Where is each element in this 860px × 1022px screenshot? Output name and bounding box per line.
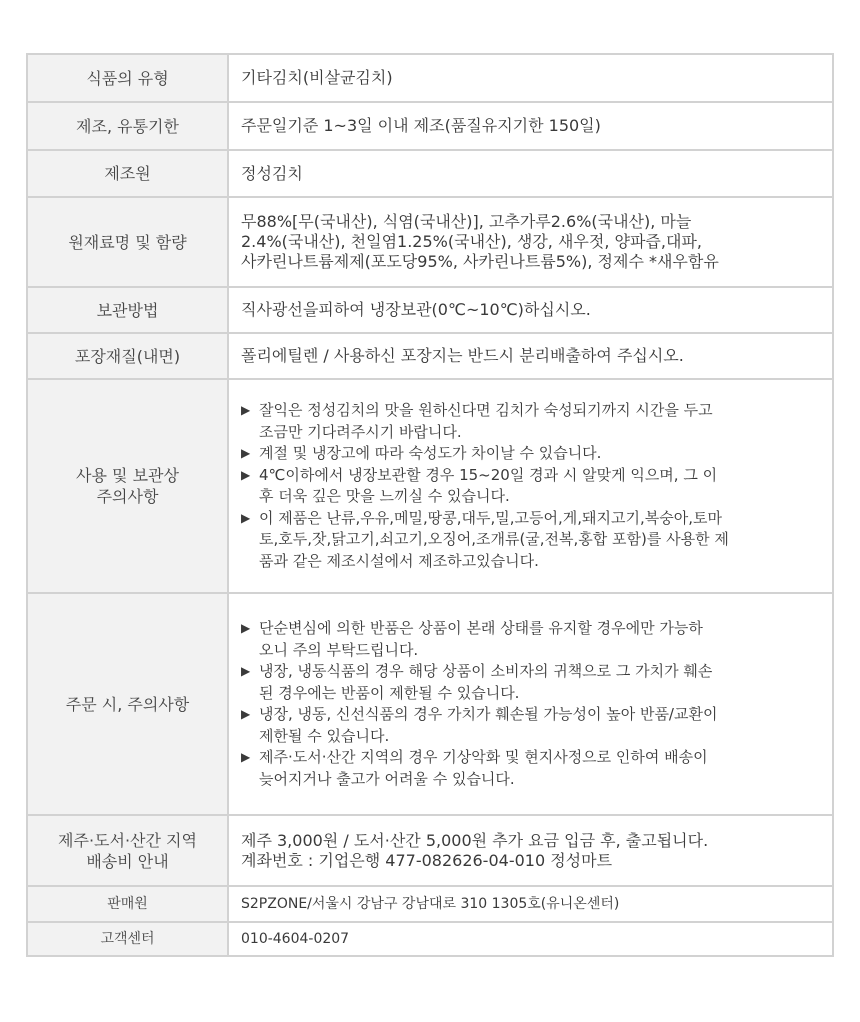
row-label-storage: 보관방법 xyxy=(27,287,228,333)
product-info-table xyxy=(26,53,834,957)
row-label-expiry: 제조, 유통기한 xyxy=(27,102,228,150)
triangle-bullet-icon: ▶ xyxy=(241,707,251,721)
label-line: 배송비 안내 xyxy=(86,851,169,871)
label-line: 제주·도서·산간 지역 xyxy=(58,830,197,850)
ingredients-line: 사카린나트륨제제(포도당95%, 사카린나트륨5%), 정제수 *새우함유 xyxy=(241,252,719,271)
list-item-line: 냉장, 냉동식품의 경우 해당 상품이 소비자의 귀책으로 그 가치가 훼손 xyxy=(259,662,713,680)
list-item-line: 단순변심에 의한 반품은 상품이 본래 상태를 유지할 경우에만 가능하 xyxy=(259,619,703,637)
row-value-expiry: 주문일기준 1~3일 이내 제조(품질유지기한 150일) xyxy=(228,102,833,150)
list-item xyxy=(241,443,826,465)
table-row-storage xyxy=(27,287,833,333)
list-item-line: 냉장, 냉동, 신선식품의 경우 가치가 훼손될 가능성이 높아 반품/교환이 xyxy=(259,705,718,723)
list-item xyxy=(241,465,826,508)
row-value-ingredients xyxy=(228,197,833,287)
list-item-line: 조금만 기다려주시기 바랍니다. xyxy=(259,422,462,441)
table-row-usage-caution xyxy=(27,379,833,593)
list-item xyxy=(241,704,826,747)
table-row-shipping xyxy=(27,815,833,886)
list-item-line: 잘익은 정성김치의 맛을 원하신다면 김치가 숙성되기까지 시간을 두고 xyxy=(259,401,713,419)
list-item-line: 제주·도서·산간 지역의 경우 기상악화 및 현지사정으로 인하여 배송이 xyxy=(259,748,708,766)
list-item-line: 늦어지거나 출고가 어려울 수 있습니다. xyxy=(259,769,515,788)
label-line: 사용 및 보관상 xyxy=(76,466,179,485)
triangle-bullet-icon: ▶ xyxy=(241,621,251,635)
row-label-order-caution: 주문 시, 주의사항 xyxy=(27,593,228,815)
table-row-manufacturer xyxy=(27,150,833,197)
triangle-bullet-icon: ▶ xyxy=(241,467,251,482)
list-item-line: 품과 같은 제조시설에서 제조하고있습니다. xyxy=(259,551,539,570)
list-item xyxy=(241,661,826,704)
list-item-line: 된 경우에는 반품이 제한될 수 있습니다. xyxy=(259,683,520,702)
row-value-food-type: 기타김치(비살균김치) xyxy=(228,54,833,102)
table-row-food-type xyxy=(27,54,833,102)
table-row-seller xyxy=(27,886,833,922)
shipping-line: 제주 3,000원 / 도서·산간 5,000원 추가 요금 입금 후, 출고됩니다. xyxy=(241,830,709,850)
triangle-bullet-icon: ▶ xyxy=(241,403,251,417)
list-item xyxy=(241,747,826,790)
triangle-bullet-icon: ▶ xyxy=(241,446,251,460)
row-label-seller: 판매원 xyxy=(27,886,228,922)
row-value-customer-center: 010-4604-0207 xyxy=(228,922,833,956)
row-label-manufacturer: 제조원 xyxy=(27,150,228,197)
row-label-shipping xyxy=(27,815,228,886)
triangle-bullet-icon: ▶ xyxy=(241,510,251,525)
row-label-ingredients: 원재료명 및 함량 xyxy=(27,197,228,287)
triangle-bullet-icon: ▶ xyxy=(241,664,251,678)
table-row-customer-center xyxy=(27,922,833,956)
shipping-line: 계좌번호 : 기업은행 477-082626-04-010 정성마트 xyxy=(241,850,613,870)
list-item xyxy=(241,618,826,661)
row-value-storage: 직사광선을피하여 냉장보관(0℃~10℃)하십시오. xyxy=(228,287,833,333)
row-value-shipping xyxy=(228,815,833,886)
ingredients-line: 무88%[무(국내산), 식염(국내산)], 고추가루2.6%(국내산), 마늘 xyxy=(241,212,692,231)
row-label-food-type: 식품의 유형 xyxy=(27,54,228,102)
list-item-line: 후 더욱 깊은 맛을 느끼실 수 있습니다. xyxy=(259,487,510,505)
list-item-line: 오니 주의 부탁드립니다. xyxy=(259,640,419,659)
usage-caution-list xyxy=(241,400,826,572)
list-item-line: 계절 및 냉장고에 따라 숙성도가 차이날 수 있습니다. xyxy=(259,444,602,462)
table-row-order-caution xyxy=(27,593,833,815)
row-value-order-caution xyxy=(228,593,833,815)
triangle-bullet-icon: ▶ xyxy=(241,750,251,764)
row-value-usage-caution xyxy=(228,379,833,593)
order-caution-list xyxy=(241,618,826,790)
row-value-packaging: 폴리에틸렌 / 사용하신 포장지는 반드시 분리배출하여 주십시오. xyxy=(228,333,833,379)
table-row-expiry xyxy=(27,102,833,150)
list-item-line: 이 제품은 난류,우유,메밀,땅콩,대두,밀,고등어,게,돼지고기,복숭아,토마 xyxy=(259,508,722,527)
list-item-line: 제한될 수 있습니다. xyxy=(259,726,390,745)
row-label-customer-center: 고객센터 xyxy=(27,922,228,956)
ingredients-line: 2.4%(국내산), 천일염1.25%(국내산), 생강, 새우젓, 양파즙,대파, xyxy=(241,232,702,251)
table-row-packaging xyxy=(27,333,833,379)
row-value-manufacturer: 정성김치 xyxy=(228,150,833,197)
label-line: 주의사항 xyxy=(96,487,159,506)
list-item-line: 토,호두,잣,닭고기,쇠고기,오징어,조개류(굴,전복,홍합 포함)를 사용한 제 xyxy=(259,530,729,548)
row-label-usage-caution xyxy=(27,379,228,593)
row-label-packaging: 포장재질(내면) xyxy=(27,333,228,379)
row-value-seller: S2PZONE/서울시 강남구 강남대로 310 1305호(유니온센터) xyxy=(228,886,833,922)
list-item xyxy=(241,508,826,573)
list-item xyxy=(241,400,826,443)
table-row-ingredients xyxy=(27,197,833,287)
list-item-line: 4℃이하에서 냉장보관할 경우 15~20일 경과 시 알맞게 익으며, 그 이 xyxy=(259,465,718,484)
